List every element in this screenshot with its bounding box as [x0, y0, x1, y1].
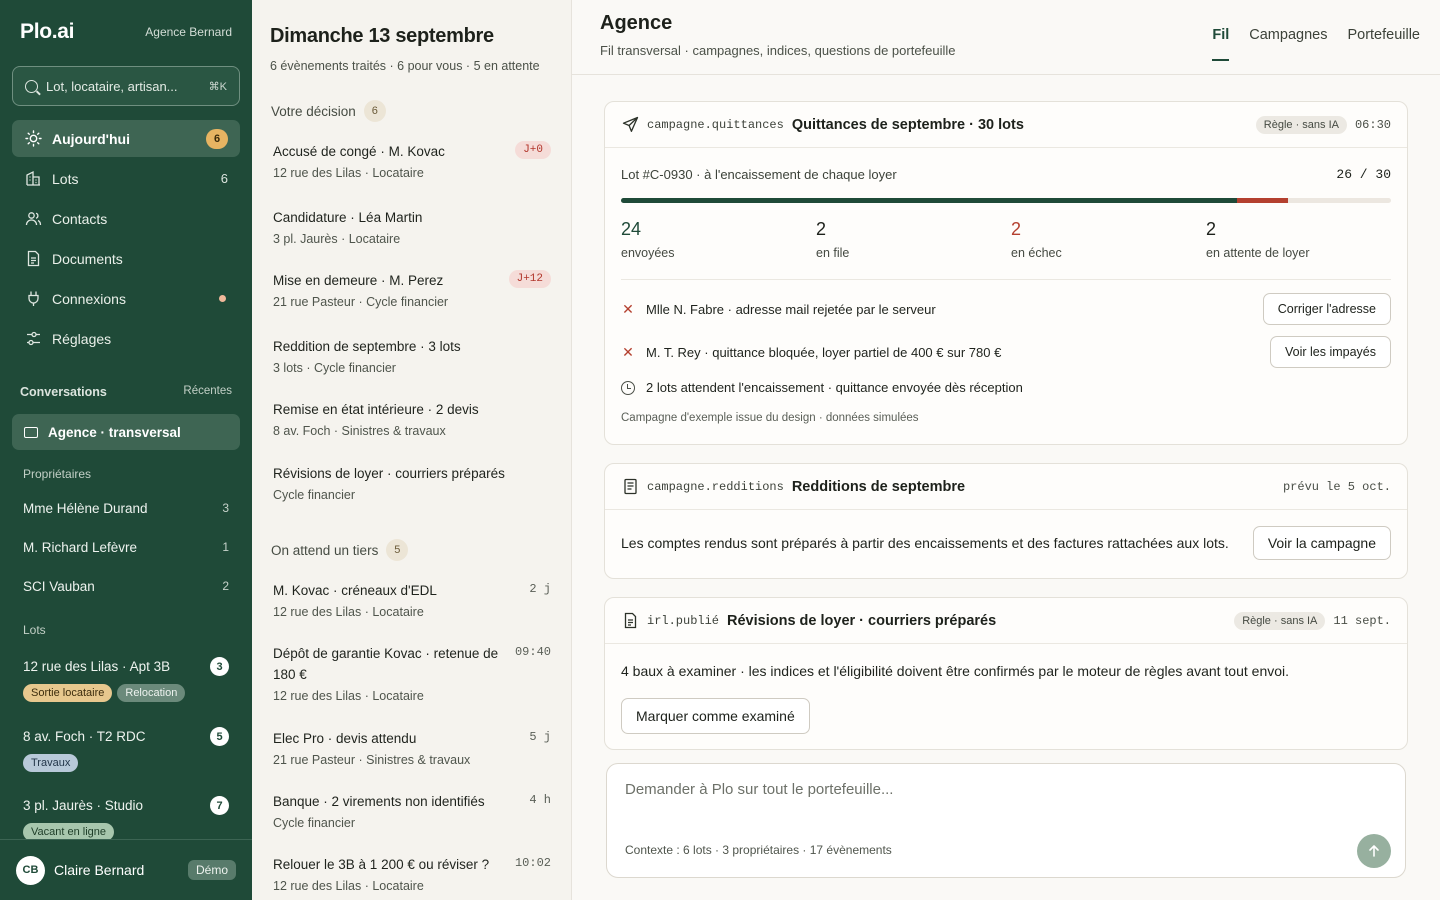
event-title: Remise en état intérieure · 2 devis — [273, 402, 479, 417]
nav-count: 6 — [220, 171, 228, 186]
card-body: Les comptes rendus sont préparés à partir des encaissements et des factures rattachées aux lots. — [621, 535, 1229, 551]
due-badge: J+12 — [509, 270, 551, 288]
event-item[interactable] — [273, 399, 551, 438]
waiting-group-header — [271, 539, 408, 561]
brand-logo[interactable]: Plo.ai — [20, 20, 75, 43]
building-icon — [24, 170, 42, 188]
nav-label: Lots — [52, 170, 79, 187]
event-item[interactable] — [273, 728, 551, 767]
card-title: Révisions de loyer · courriers préparés — [727, 612, 997, 629]
event-meta: 12 rue des Lilas · Locataire — [273, 166, 424, 180]
event-meta: 12 rue des Lilas · Locataire — [273, 689, 424, 703]
irl-card — [604, 597, 1408, 750]
event-meta: 12 rue des Lilas · Locataire — [273, 879, 424, 893]
stat-failed — [1011, 219, 1206, 260]
owner-name: SCI Vauban — [23, 579, 95, 594]
issue-text: Mlle N. Fabre · adresse mail rejetée par le serveur — [646, 301, 936, 317]
event-time: 5 j — [529, 730, 551, 744]
lot-item[interactable] — [23, 727, 229, 772]
owner-item[interactable] — [23, 579, 229, 594]
day-summary: 6 évènements traités · 6 pour vous · 5 en attente — [270, 59, 540, 73]
conversation-label: Agence · transversal — [48, 424, 181, 440]
nav-item-contacts[interactable] — [12, 200, 240, 237]
event-meta: 21 rue Pasteur · Cycle financier — [273, 295, 449, 309]
lot-name: 8 av. Foch · T2 RDC — [23, 729, 146, 744]
event-code: campagne.redditions — [647, 479, 784, 494]
main-nav — [12, 120, 240, 360]
lot-count-badge: 7 — [210, 796, 229, 815]
card-title: Redditions de septembre — [791, 478, 966, 495]
composer-context: Contexte : 6 lots · 3 propriétaires · 17 évènements — [625, 843, 892, 857]
rule-badge: Règle · sans IA — [1256, 116, 1347, 134]
main-feed — [572, 0, 1440, 900]
error-x-icon: ✕ — [622, 300, 634, 317]
lot-item[interactable] — [23, 796, 229, 841]
events-column — [252, 0, 572, 900]
progress-value: 26 / 30 — [1336, 167, 1391, 182]
receipt-icon — [621, 478, 639, 496]
progress-bar-sent — [621, 198, 1237, 203]
owner-item[interactable] — [23, 501, 229, 516]
decision-group-header — [271, 100, 386, 122]
event-code: irl.publié — [647, 613, 720, 628]
event-meta: Cycle financier — [273, 488, 355, 502]
event-time: 2 j — [529, 582, 551, 596]
rule-badge: Règle · sans IA — [1234, 612, 1325, 630]
divider — [621, 279, 1391, 280]
document-icon — [621, 612, 639, 630]
group-count: 5 — [386, 539, 408, 561]
card-title: Quittances de septembre · 30 lots — [791, 116, 1024, 133]
event-item[interactable] — [273, 270, 551, 309]
nav-item-documents[interactable] — [12, 240, 240, 277]
lot-tag: Relocation — [117, 684, 185, 702]
card-header — [605, 598, 1407, 644]
event-meta: 12 rue des Lilas · Locataire — [273, 605, 424, 619]
tab-campagnes[interactable]: Campagnes — [1249, 27, 1328, 43]
event-code: campagne.quittances — [647, 117, 784, 132]
event-meta: 21 rue Pasteur · Sinistres & travaux — [273, 753, 471, 767]
event-item[interactable] — [273, 580, 551, 619]
nav-label: Documents — [52, 250, 123, 267]
event-time: 09:40 — [514, 645, 551, 659]
fix-address-button[interactable]: Corriger l'adresse — [1263, 293, 1391, 325]
event-title: M. Kovac · créneaux d'EDL — [273, 583, 437, 598]
card-body: 4 baux à examiner · les indices et l'éligibilité doivent être confirmés par le moteur de règles avant tout envoi. — [621, 663, 1290, 679]
lot-tag: Travaux — [23, 754, 78, 772]
nav-label: Aujourd'hui — [52, 130, 130, 147]
conversations-recent-link[interactable]: Récentes — [183, 385, 232, 397]
search-placeholder: Lot, locataire, artisan... — [46, 78, 178, 94]
event-meta: Cycle financier — [273, 816, 355, 830]
progress-label: Lot #C-0930 · à l'encaissement de chaque loyer — [621, 167, 897, 182]
stat-value: 2 — [816, 219, 827, 239]
event-title: Banque · 2 virements non identifiés — [273, 794, 485, 809]
main-header — [572, 0, 1440, 75]
demo-badge: Démo — [188, 860, 236, 880]
send-icon — [621, 116, 639, 134]
nav-item-connexions[interactable] — [12, 280, 240, 317]
stat-label: en attente de loyer — [1206, 246, 1310, 260]
group-count: 6 — [364, 100, 386, 122]
card-body-row — [621, 526, 1391, 560]
event-time: 10:02 — [514, 856, 551, 870]
owner-count: 1 — [222, 540, 229, 554]
card-action-row — [621, 698, 1391, 734]
nav-label: Connexions — [52, 290, 126, 307]
event-title: Relouer le 3B à 1 200 € ou réviser ? — [273, 857, 490, 872]
day-title: Dimanche 13 septembre — [270, 25, 494, 47]
card-header — [605, 464, 1407, 510]
event-meta: 8 av. Foch · Sinistres & travaux — [273, 424, 446, 438]
stat-value: 24 — [621, 219, 642, 239]
stat-sent — [621, 219, 816, 260]
lot-tag: Sortie locataire — [23, 684, 112, 702]
event-item[interactable] — [273, 336, 551, 375]
search-shortcut: ⌘K — [208, 80, 227, 93]
stat-value: 2 — [1206, 219, 1217, 239]
search-input[interactable] — [12, 66, 240, 106]
lot-item[interactable] — [23, 657, 229, 702]
card-header — [605, 102, 1407, 148]
ask-composer[interactable] — [606, 763, 1406, 878]
event-item[interactable] — [273, 207, 551, 246]
lot-name: 3 pl. Jaurès · Studio — [23, 798, 144, 813]
lot-count-badge: 3 — [210, 657, 229, 676]
pending-row — [621, 380, 1391, 395]
lot-count-badge: 5 — [210, 727, 229, 746]
group-label: On attend un tiers — [271, 542, 379, 558]
send-button[interactable] — [1357, 834, 1391, 868]
event-item[interactable] — [273, 643, 551, 703]
composer-placeholder: Demander à Plo sur tout le portefeuille... — [625, 781, 894, 798]
event-title: Dépôt de garantie Kovac · retenue de 180 € — [273, 646, 499, 682]
campaign-card-redditions — [604, 463, 1408, 579]
owner-name: M. Richard Lefèvre — [23, 540, 138, 555]
event-title: Candidature · Léa Martin — [273, 210, 423, 225]
event-item[interactable] — [273, 854, 551, 893]
sun-icon — [24, 130, 42, 148]
stat-queued — [816, 219, 1011, 260]
tab-portefeuille[interactable]: Portefeuille — [1347, 27, 1420, 43]
stat-waiting — [1206, 219, 1401, 260]
conversation-agence-transversal[interactable] — [12, 414, 240, 450]
nav-item-reglages[interactable] — [12, 320, 240, 357]
issue-text: M. T. Rey · quittance bloquée, loyer partiel de 400 € sur 780 € — [646, 344, 1002, 360]
page-title: Agence — [600, 12, 673, 34]
owner-count: 3 — [222, 501, 229, 515]
user-profile[interactable] — [0, 839, 252, 900]
card-body-row — [621, 663, 1391, 679]
event-item[interactable] — [273, 463, 551, 502]
card-time: 06:30 — [1354, 117, 1391, 132]
tab-fil[interactable]: Fil — [1212, 27, 1229, 61]
nav-item-lots[interactable] — [12, 160, 240, 197]
people-icon — [24, 210, 42, 228]
nav-count-badge: 6 — [206, 129, 228, 149]
lot-name: 12 rue des Lilas · Apt 3B — [23, 659, 171, 674]
lot-tag: Vacant en ligne — [23, 823, 114, 841]
agency-name[interactable]: Agence Bernard — [145, 25, 232, 39]
owner-item[interactable] — [23, 540, 229, 555]
arrow-up-icon — [1367, 844, 1381, 858]
nav-label: Réglages — [52, 330, 112, 347]
event-meta: 3 pl. Jaurès · Locataire — [273, 232, 401, 246]
event-item[interactable] — [273, 141, 551, 180]
campaign-card-quittances — [604, 101, 1408, 445]
event-title: Elec Pro · devis attendu — [273, 731, 417, 746]
owners-section-title: Propriétaires — [23, 467, 92, 481]
event-meta: 3 lots · Cycle financier — [273, 361, 396, 375]
stats-row — [621, 219, 1401, 260]
plug-icon — [24, 290, 42, 308]
user-name: Claire Bernard — [54, 862, 145, 878]
view-campaign-button[interactable]: Voir la campagne — [1253, 526, 1391, 560]
pending-text: 2 lots attendent l'encaissement · quittance envoyée dès réception — [646, 380, 1023, 395]
event-item[interactable] — [273, 791, 551, 830]
page-subtitle: Fil transversal · campagnes, indices, questions de portefeuille — [600, 43, 956, 58]
due-badge: J+0 — [515, 141, 551, 159]
notification-dot — [219, 295, 226, 302]
error-x-icon: ✕ — [622, 343, 634, 360]
conversations-header — [20, 385, 232, 399]
stat-label: envoyées — [621, 246, 675, 260]
card-time: prévu le 5 oct. — [1282, 479, 1391, 494]
stat-label: en file — [816, 246, 850, 260]
issue-row — [621, 293, 1391, 325]
card-note: Campagne d'exemple issue du design · données simulées — [621, 412, 919, 424]
mark-reviewed-button[interactable]: Marquer comme examiné — [621, 698, 810, 734]
nav-item-today[interactable] — [12, 120, 240, 157]
stat-label: en échec — [1011, 246, 1062, 260]
view-unpaid-button[interactable]: Voir les impayés — [1270, 336, 1391, 368]
owner-count: 2 — [222, 579, 229, 593]
progress-bar — [621, 198, 1391, 203]
lots-section-title: Lots — [23, 623, 46, 637]
document-icon — [24, 250, 42, 268]
group-label: Votre décision — [271, 103, 356, 119]
search-icon — [25, 80, 38, 93]
card-time: 11 sept. — [1333, 613, 1391, 628]
clock-icon — [621, 381, 635, 395]
inbox-icon — [24, 427, 38, 438]
sliders-icon — [24, 330, 42, 348]
owner-name: Mme Hélène Durand — [23, 501, 148, 516]
sidebar — [0, 0, 252, 900]
event-title: Reddition de septembre · 3 lots — [273, 339, 461, 354]
avatar: CB — [16, 856, 45, 885]
event-time: 4 h — [529, 793, 551, 807]
progress-bar-failed — [1237, 198, 1288, 203]
stat-value: 2 — [1011, 219, 1022, 239]
event-title: Accusé de congé · M. Kovac — [273, 144, 445, 159]
issue-row — [621, 336, 1391, 368]
event-title: Révisions de loyer · courriers préparés — [273, 466, 505, 481]
event-title: Mise en demeure · M. Perez — [273, 273, 444, 288]
conversations-title: Conversations — [20, 385, 107, 399]
tab-bar — [1212, 27, 1420, 61]
nav-label: Contacts — [52, 210, 108, 227]
